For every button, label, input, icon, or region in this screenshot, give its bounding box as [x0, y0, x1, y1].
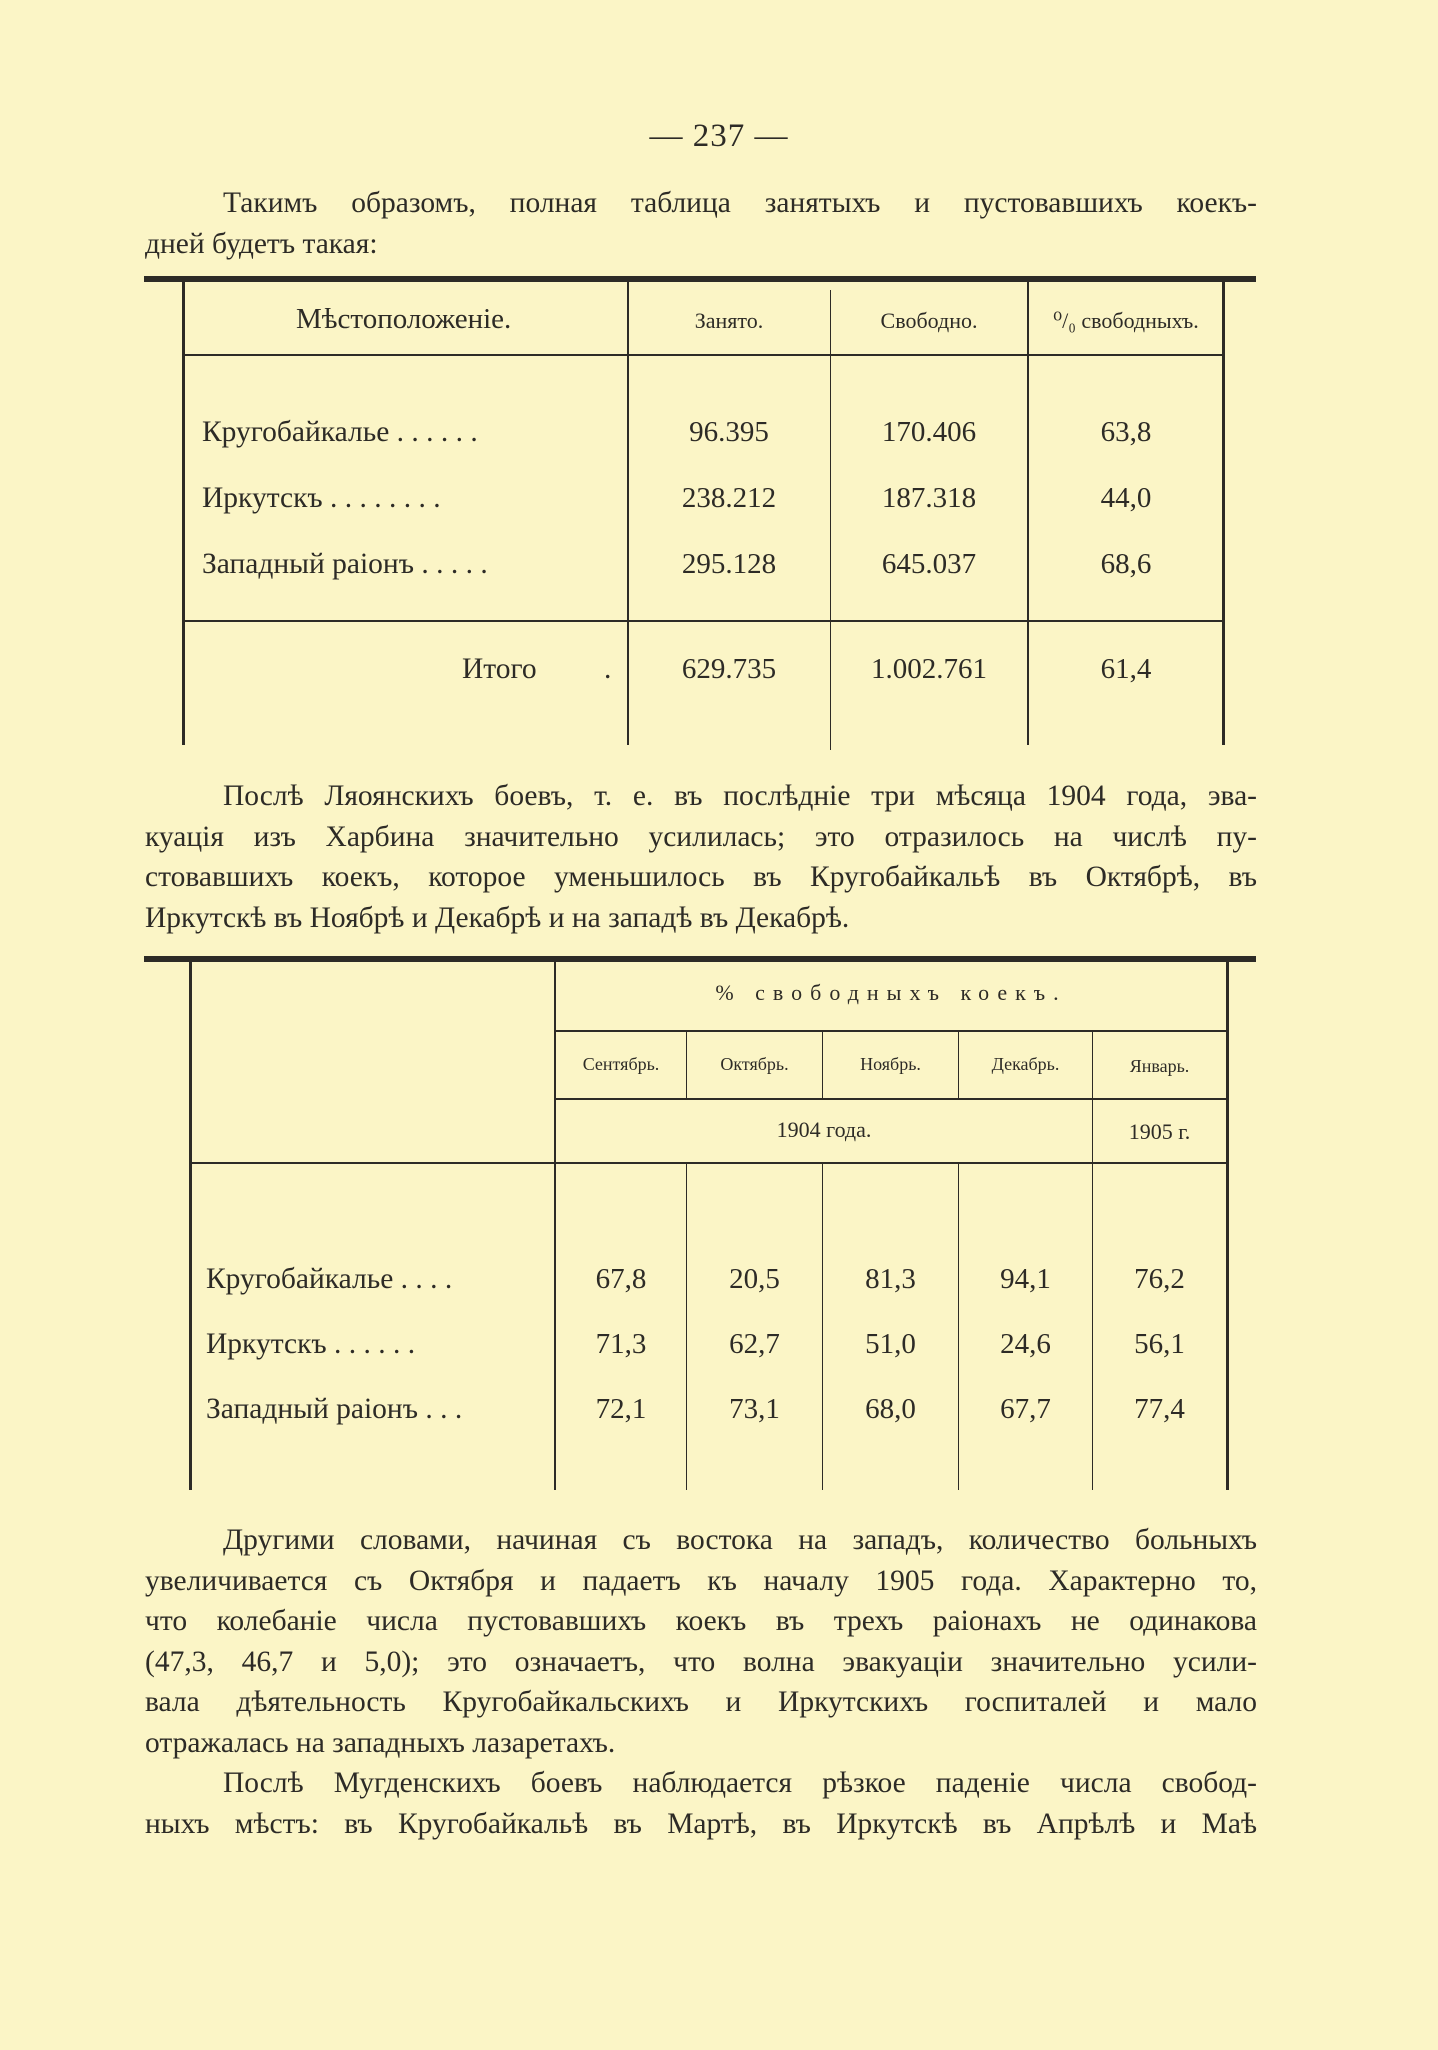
paragraph-fluctuation	[145, 1520, 1257, 1763]
cell-value: 238.212	[681, 482, 777, 514]
group-header: % свободныхъ коекъ.	[715, 980, 1067, 1005]
cell-value: 51,0	[865, 1328, 916, 1360]
paragraph-line: (47,3, 46,7 и 5,0); это означаетъ, что волна эвакуаціи значительно усили-	[145, 1645, 1257, 1678]
total-value: 629.735	[681, 653, 777, 685]
cell-value: 62,7	[729, 1328, 780, 1360]
table-border-right	[1226, 962, 1229, 1490]
cell-value: 76,2	[1134, 1263, 1185, 1295]
paragraph-intro	[145, 183, 1257, 264]
header-rule	[189, 1162, 1226, 1164]
row-label: Кругобайкалье . . . .	[206, 1263, 453, 1295]
paragraph-line: Послѣ Мугденскихъ боевъ наблюдается рѣзкое паденіе числа свобод-	[223, 1767, 1257, 1799]
header-free: Свободно.	[880, 308, 978, 333]
month-header: Сентябрь.	[582, 1054, 660, 1074]
header-rule	[555, 1030, 1226, 1032]
cell-value: 94,1	[1000, 1263, 1051, 1295]
paragraph-line: что колебаніе числа пустовавшихъ коекъ въ трехъ раіонахъ не одинакова	[145, 1605, 1257, 1637]
cell-value: 96.395	[689, 416, 769, 448]
cell-value: 73,1	[729, 1393, 780, 1425]
paragraph-line: стовавшихъ коекъ, которое уменьшилось въ Кругобайкальѣ въ Октябрѣ, въ	[145, 861, 1257, 893]
cell-value: 44,0	[1100, 482, 1152, 514]
row-label: Иркутскъ . . . . . . . .	[202, 482, 441, 514]
header-rule	[555, 1098, 1226, 1100]
paragraph-evacuation	[145, 776, 1257, 938]
header-occupied: Занято.	[694, 308, 764, 333]
total-value: 1.002.761	[871, 653, 987, 685]
paragraph-line: Другими словами, начиная съ востока на западъ, количество больныхъ	[223, 1524, 1257, 1556]
column-divider	[958, 1164, 959, 1490]
cell-value: 56,1	[1134, 1328, 1185, 1360]
column-divider	[686, 1164, 687, 1490]
cell-value: 71,3	[595, 1328, 647, 1360]
table-border-left	[189, 962, 192, 1490]
paragraph-line: увеличивается съ Октября и падаетъ къ началу 1905 года. Характерно то,	[145, 1564, 1257, 1597]
table-top-rule	[144, 956, 1256, 962]
cell-value: 24,6	[1000, 1328, 1051, 1360]
row-label: Западный раіонъ . . .	[206, 1393, 463, 1425]
header-location: Мѣстоположеніе.	[296, 303, 512, 335]
cell-value: 68,0	[865, 1393, 916, 1425]
header-rule	[182, 354, 1223, 356]
cell-value: 20,5	[729, 1263, 780, 1295]
row-label: Западный раіонъ . . . . .	[202, 548, 488, 580]
paragraph-mukden	[145, 1763, 1257, 1844]
cell-value: 170.406	[881, 416, 977, 448]
total-dot: .	[604, 653, 612, 685]
header-percent-free: ⁰/₀ свободныхъ.	[1053, 308, 1199, 333]
cell-value: 67,7	[1000, 1393, 1051, 1425]
table-border-left	[182, 282, 185, 745]
table-top-rule	[144, 276, 1256, 282]
column-divider	[822, 1164, 823, 1490]
cell-value: 63,8	[1100, 416, 1152, 448]
total-value: 61,4	[1100, 653, 1152, 685]
month-header: Январь.	[1129, 1056, 1190, 1076]
year-header-1905: 1905 г.	[1128, 1119, 1191, 1144]
cell-value: 68,6	[1100, 548, 1152, 580]
paragraph-line: Послѣ Ляоянскихъ боевъ, т. е. въ послѣдніе три мѣсяца 1904 года, эва-	[223, 780, 1257, 812]
cell-value: 67,8	[595, 1263, 647, 1295]
month-header: Декабрь.	[991, 1054, 1060, 1074]
page-number: — 237 —	[649, 118, 789, 154]
cell-value: 81,3	[865, 1263, 916, 1295]
total-rule	[182, 620, 1223, 622]
column-divider	[1092, 1164, 1093, 1490]
cell-value: 72,1	[595, 1393, 647, 1425]
month-header: Ноябрь.	[860, 1054, 921, 1074]
cell-value: 295.128	[681, 548, 777, 580]
year-header-1904: 1904 года.	[776, 1117, 872, 1142]
paragraph-line: ныхъ мѣстъ: въ Кругобайкальѣ въ Мартѣ, въ Иркутскѣ въ Апрѣлѣ и Маѣ	[145, 1807, 1257, 1840]
cell-value: 77,4	[1134, 1393, 1185, 1425]
month-header: Октябрь.	[720, 1054, 789, 1074]
row-label: Кругобайкалье . . . . . .	[202, 416, 478, 448]
paragraph-line: Такимъ образомъ, полная таблица занятыхъ и пустовавшихъ коекъ-	[223, 187, 1257, 219]
total-label: Итого	[462, 653, 537, 685]
paragraph-line: вала дѣятельность Кругобайкальскихъ и Иркутскихъ госпиталей и мало	[145, 1686, 1257, 1718]
paragraph-line: дней будетъ такая:	[145, 227, 378, 260]
cell-value: 645.037	[881, 548, 977, 580]
paragraph-line: отражалась на западныхъ лазаретахъ.	[145, 1726, 616, 1759]
paragraph-line: куація изъ Харбина значительно усилилась; это отразилось на числѣ пу-	[145, 820, 1257, 853]
row-label: Иркутскъ . . . . . .	[206, 1328, 416, 1360]
paragraph-line: Иркутскѣ въ Ноябрѣ и Декабрѣ и на западѣ въ Декабрѣ.	[145, 901, 850, 934]
cell-value: 187.318	[881, 482, 977, 514]
